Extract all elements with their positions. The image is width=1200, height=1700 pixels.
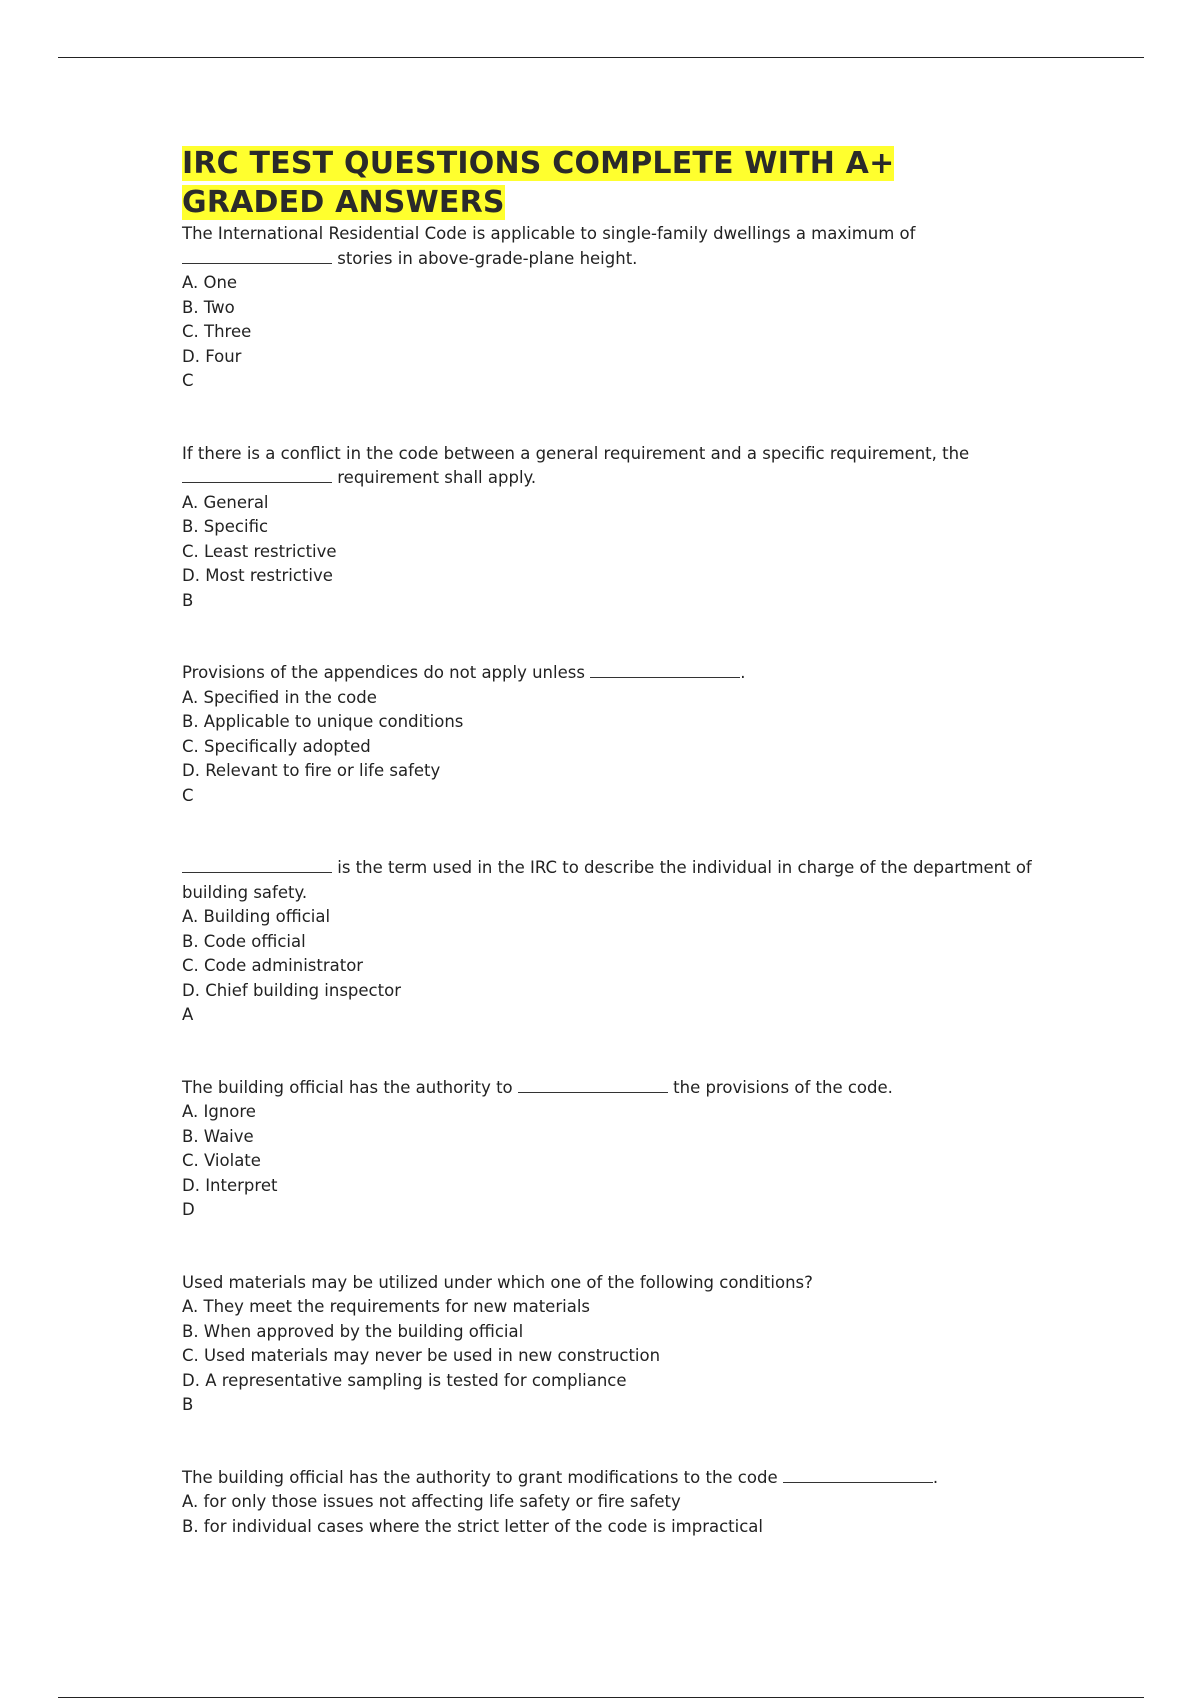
answer-key: B [182,590,194,610]
question-1 [182,222,1082,394]
answer-key: B [182,1395,194,1414]
option: A. They meet the requirements for new materials [182,1297,590,1316]
question-text [182,1466,1082,1491]
option: B. When approved by the building official [182,1321,524,1341]
document-title [182,144,1082,222]
question-text-pre: If there is a conflict in the code between a general requirement and a specific requirement, the [182,443,970,463]
option: A. Specified in the code [182,687,377,707]
answer-blank [182,858,332,873]
question-3 [182,661,1082,808]
question-text: Used materials may be utilized under which one of the following conditions? [182,1272,813,1292]
question-text-post: . [932,1467,939,1487]
option: D. Four [182,346,242,366]
answer-blank [182,249,332,264]
question-6 [182,1271,1082,1418]
question-text-post: requirement shall apply. [332,468,537,487]
header-rule [58,57,1144,58]
option: C. Three [182,322,252,341]
question-text-pre: Provisions of the appendices do not apply unless [182,663,591,682]
answer-blank [182,468,332,483]
answer-blank [783,1468,933,1483]
footer-rule [58,1697,1144,1698]
option: D. Chief building inspector [182,980,401,1000]
option: A. Ignore [182,1102,256,1121]
question-4 [182,856,1082,1028]
option: B. Specific [182,517,269,536]
question-text [182,442,1082,491]
option: C. Code administrator [182,956,364,975]
answer-key: C [182,371,194,390]
option: B. for individual cases where the strict letter of the code is impractical [182,1516,764,1536]
question-text-post: the provisions of the code. [667,1077,893,1097]
option: B. Waive [182,1126,254,1146]
title-line-1: IRC TEST QUESTIONS COMPLETE WITH A+ [182,146,895,181]
option: B. Applicable to unique conditions [182,712,464,731]
option: C. Least restrictive [182,541,337,561]
title-line-2: GRADED ANSWERS [182,185,505,220]
answer-key: A [182,1005,194,1024]
question-2 [182,442,1082,614]
option: C. Violate [182,1151,261,1170]
question-text-pre: The building official has the authority to [182,1077,518,1097]
option: D. Relevant to fire or life safety [182,761,441,780]
option: A. General [182,492,269,512]
question-text [182,856,1082,905]
question-text-pre: The International Residential Code is applicable to single-family dwellings a maximum of [182,224,916,243]
answer-key: C [182,785,194,805]
option: B. Two [182,297,235,317]
question-5 [182,1076,1082,1223]
question-7 [182,1466,1082,1540]
option: C. Specifically adopted [182,736,371,756]
question-text-pre: The building official has the authority to grant modifications to the code [182,1467,783,1487]
answer-key: D [182,1200,195,1219]
option: A. One [182,273,238,292]
option: D. Interpret [182,1175,278,1195]
question-text [182,222,1082,271]
answer-blank [518,1078,668,1093]
question-text-post: . [740,663,746,682]
option: A. for only those issues not affecting life safety or fire safety [182,1492,681,1511]
question-text [182,661,1082,686]
question-text-post: is the term used in the IRC to describe the individual in charge of the department of building safety. [182,858,1032,902]
option: A. Building official [182,907,331,926]
document-body [182,144,1082,1539]
question-text [182,1076,1082,1101]
option: D. Most restrictive [182,566,333,585]
option: D. A representative sampling is tested for compliance [182,1370,627,1390]
option: C. Used materials may never be used in new construction [182,1346,661,1365]
question-text-post: stories in above-grade-plane height. [332,248,638,268]
option: B. Code official [182,931,306,951]
answer-blank [590,663,740,678]
